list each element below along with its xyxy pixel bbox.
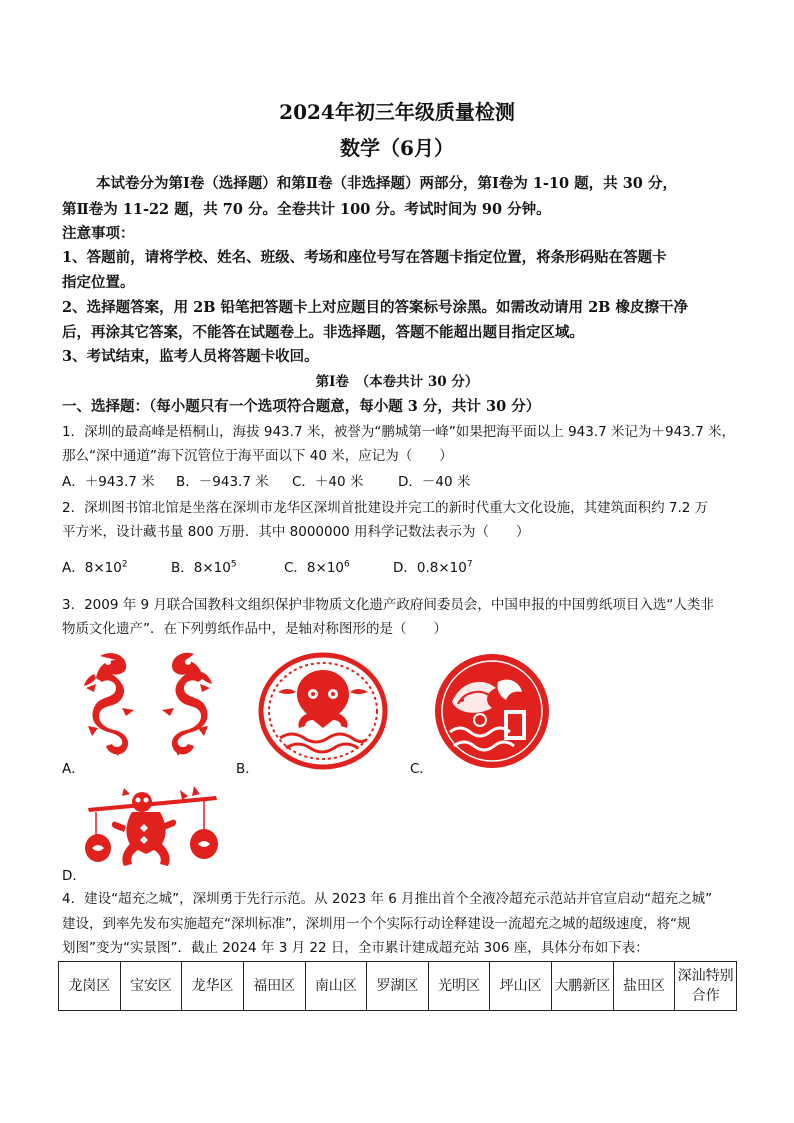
q2-line-1: 2．深圳图书馆北馆是坐落在深圳市龙华区深圳首批建设并完工的新时代重大文化设施，其建筑面积约 7.2 万 [62,500,709,516]
table-cell: 深汕特别合作 [675,962,737,1011]
table-row [59,962,737,1011]
exam-subtitle: 数学（6月） [340,136,454,160]
q1-line-2: 那么“深中通道”海下沉管位于海平面以下 40 米，应记为（ ） [62,448,453,464]
table-cell: 宝安区 [120,962,182,1011]
papercut-dragons-icon [82,648,217,770]
q3-label-c: C． [410,761,433,777]
q3-label-a: A． [62,761,85,777]
q2-option-d: D．$0.8\times 10^7$ [393,559,473,576]
q3-line-1: 3．2009 年 9 月联合国教科文组织保护非物质文化遗产政府间委员会，中国申报的中国剪纸项目入选“人类非 [62,597,714,613]
table-cell: 光明区 [428,962,490,1011]
q3-label-d: D． [62,868,86,884]
q1-option-a: A．＋943.7 米 [62,474,155,490]
q4-line-1: 4．建设“超充之城”，深圳勇于先行示范。从 2023 年 6 月推出首个全液冷超充示范站并官宣启动“超充之城” [62,891,713,907]
note-2b: 后，再涂其它答案，不能答在试题卷上。非选择题，答题不能超出题目指定区域。 [62,324,584,341]
q2-line-2: 平方米，设计藏书量 800 万册．其中 8000000 用科学记数法表示为（ ） [62,524,530,540]
q4-line-2: 建设，到率先发布实施超充“深圳标准”，深圳用一个个实际行动诠释建设一流超充之城的超级速度，将“规 [62,916,691,932]
intro-line-2: 第Ⅱ卷为 11-22 题，共 70 分。全卷共计 100 分。考试时间为 90 分钟。 [62,201,551,218]
table-cell: 龙华区 [182,962,244,1011]
note-1b: 指定位置。 [62,274,135,291]
papercut-fish-medallion-icon [432,652,552,770]
q1-option-c: C．＋40 米 [292,474,364,490]
exam-title: 2024年初三年级质量检测 [279,100,515,124]
note-1a: 1、答题前，请将学校、姓名、班级、考场和座位号写在答题卡指定位置，将条形码贴在答题卡 [62,249,667,266]
table-cell: 坪山区 [490,962,552,1011]
q2-option-c: C．$8\times 10^6$ [284,559,350,576]
table-cell: 盐田区 [613,962,675,1011]
table-cell: 罗湖区 [367,962,429,1011]
q1-option-d: D．－40 米 [398,474,471,490]
volume-heading: 第Ⅰ卷 （本卷共计 30 分） [315,374,479,390]
note-3: 3、考试结束，监考人员将答题卡收回。 [62,348,319,365]
q2-option-a: A．$8\times 10^2$ [62,559,128,576]
papercut-monkey-lanterns-icon [84,786,224,874]
q1-option-b: B．－943.7 米 [176,474,269,490]
table-cell: 福田区 [243,962,305,1011]
notes-heading: 注意事项： [62,225,135,242]
intro-line-1: 本试卷分为第Ⅰ卷（选择题）和第Ⅱ卷（非选择题）两部分，第Ⅰ卷为 1-10 题，共 30 分， [96,175,677,192]
q1-line-1: 1．深圳的最高峰是梧桐山，海拔 943.7 米，被誉为“鹏城第一峰”如果把海平面以上 943.7 米记为＋943.7 米， [62,424,735,440]
papercut-dragon-medallion-icon [258,652,388,770]
q3-line-2: 物质文化遗产”．在下列剪纸作品中，是轴对称图形的是（ ） [62,621,447,637]
q3-label-b: B． [236,761,259,777]
q4-line-3: 划图”变为“实景图”．截止 2024 年 3 月 22 日，全市累计建成超充站 306 座，具体分布如下表： [62,940,649,956]
table-cell: 大鹏新区 [552,962,614,1011]
section-heading: 一、选择题：（每小题只有一个选项符合题意，每小题 3 分，共计 30 分） [62,398,541,415]
table-cell: 龙岗区 [59,962,121,1011]
q2-option-b: B．$8\times 10^5$ [171,559,237,576]
district-table [58,961,737,1011]
table-cell: 南山区 [305,962,367,1011]
note-2a: 2、选择题答案，用 2B 铅笔把答题卡上对应题目的答案标号涂黑。如需改动请用 2B 橡皮擦干净 [62,299,688,316]
